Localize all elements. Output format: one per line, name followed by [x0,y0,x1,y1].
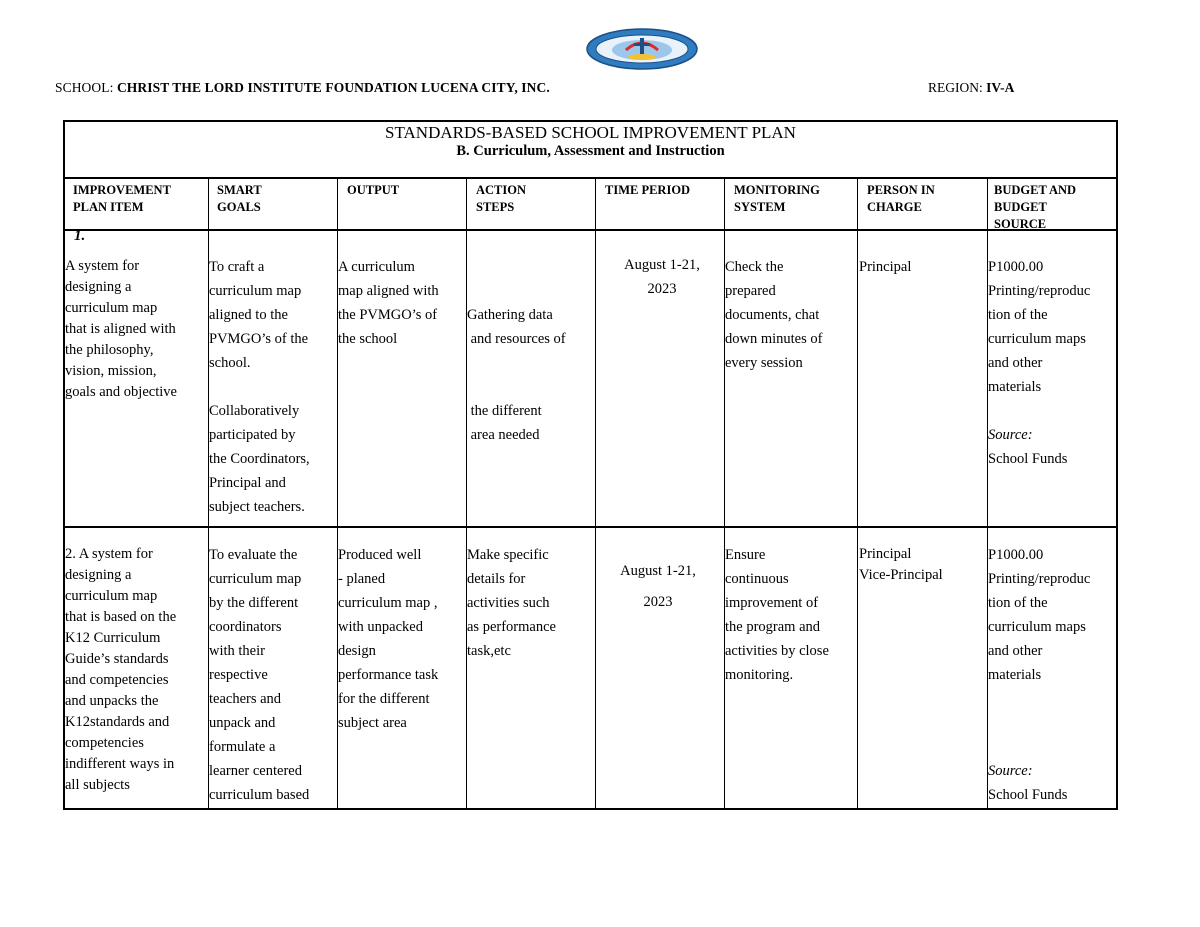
output-cell: A curriculum map aligned with the PVMGO’s of the school [338,259,439,347]
column-header-person-in-charge: PERSON IN CHARGE [867,183,935,214]
column-header-action-steps: ACTION STEPS [476,183,527,214]
monitoring-cell: Check the prepared documents, chat down minutes of every session [725,259,823,371]
smart-goals-cell: To evaluate the curriculum map by the different coordinators with their respective teachers and unpack and formulate a learner centered curriculum based [209,547,310,803]
column-divider [857,179,858,810]
column-header-budget: BUDGET AND BUDGET SOURCE [994,183,1077,231]
table-title: STANDARDS-BASED SCHOOL IMPROVEMENT PLAN [385,123,796,142]
region-header [928,80,1014,96]
action-steps-cell: Gathering data and resources of the different area needed [467,307,566,443]
time-period-cell: August 1-21, 2023 [624,257,700,297]
school-name: CHRIST THE LORD INSTITUTE FOUNDATION LUCENA CITY, INC. [116,80,550,95]
time-period-cell: August 1-21, 2023 [620,563,696,610]
row-divider [65,526,1116,528]
column-header-monitoring-system: MONITORING SYSTEM [734,183,820,214]
column-divider [595,179,596,810]
school-seal-logo [586,28,698,70]
column-header-improvement-plan-item: IMPROVEMENT PLAN ITEM [73,183,171,214]
source-label: Source: [988,763,1033,779]
column-header-time-period: TIME PERIOD [605,183,691,197]
person-in-charge-cell: Principal [859,259,912,275]
school-header [55,80,550,96]
monitoring-cell: Ensure continuous improvement of the program and activities by close monitoring. [725,547,829,683]
region-value: IV-A [986,80,1015,95]
column-header-output: OUTPUT [347,183,400,197]
action-steps-cell: Make specific details for activities such as performance task,etc [467,547,556,659]
source-value: School Funds [988,451,1068,467]
improvement-plan-table [63,120,1118,810]
source-value: School Funds [988,787,1068,803]
school-label: SCHOOL: [55,80,114,95]
budget-cell: P1000.00 Printing/reproduc tion of the curriculum maps and other materials Source: School Funds [988,255,1090,471]
plan-item-cell: 2. A system for designing a curriculum map that is based on the K12 Curriculum Guide’s standards and competencies and unpacks the K12standards and competencies indifferent ways in all subjects [65,546,177,793]
output-cell: Produced well - planed curriculum map , with unpacked design performance task for the different subject area [338,547,439,731]
table-title-box [65,122,1116,179]
table-subtitle: B. Curriculum, Assessment and Instruction [456,143,725,159]
person-in-charge-cell: Principal Vice-Principal [859,546,943,583]
region-label: REGION: [928,80,983,95]
source-label: Source: [988,427,1033,443]
row-number: 1. [74,228,86,244]
header-row-divider [65,229,1116,231]
budget-cell: P1000.00 Printing/reproduc tion of the curriculum maps and other materials Source: School Funds [988,543,1090,807]
smart-goals-cell: To craft a curriculum map aligned to the PVMGO’s of the school. Collaboratively participated by the Coordinators, Principal and subject teachers. [209,259,310,515]
plan-item-cell: A system for designing a curriculum map that is aligned with the philosophy, vision, mission, goals and objective [65,258,177,400]
column-header-smart-goals: SMART GOALS [217,183,262,214]
